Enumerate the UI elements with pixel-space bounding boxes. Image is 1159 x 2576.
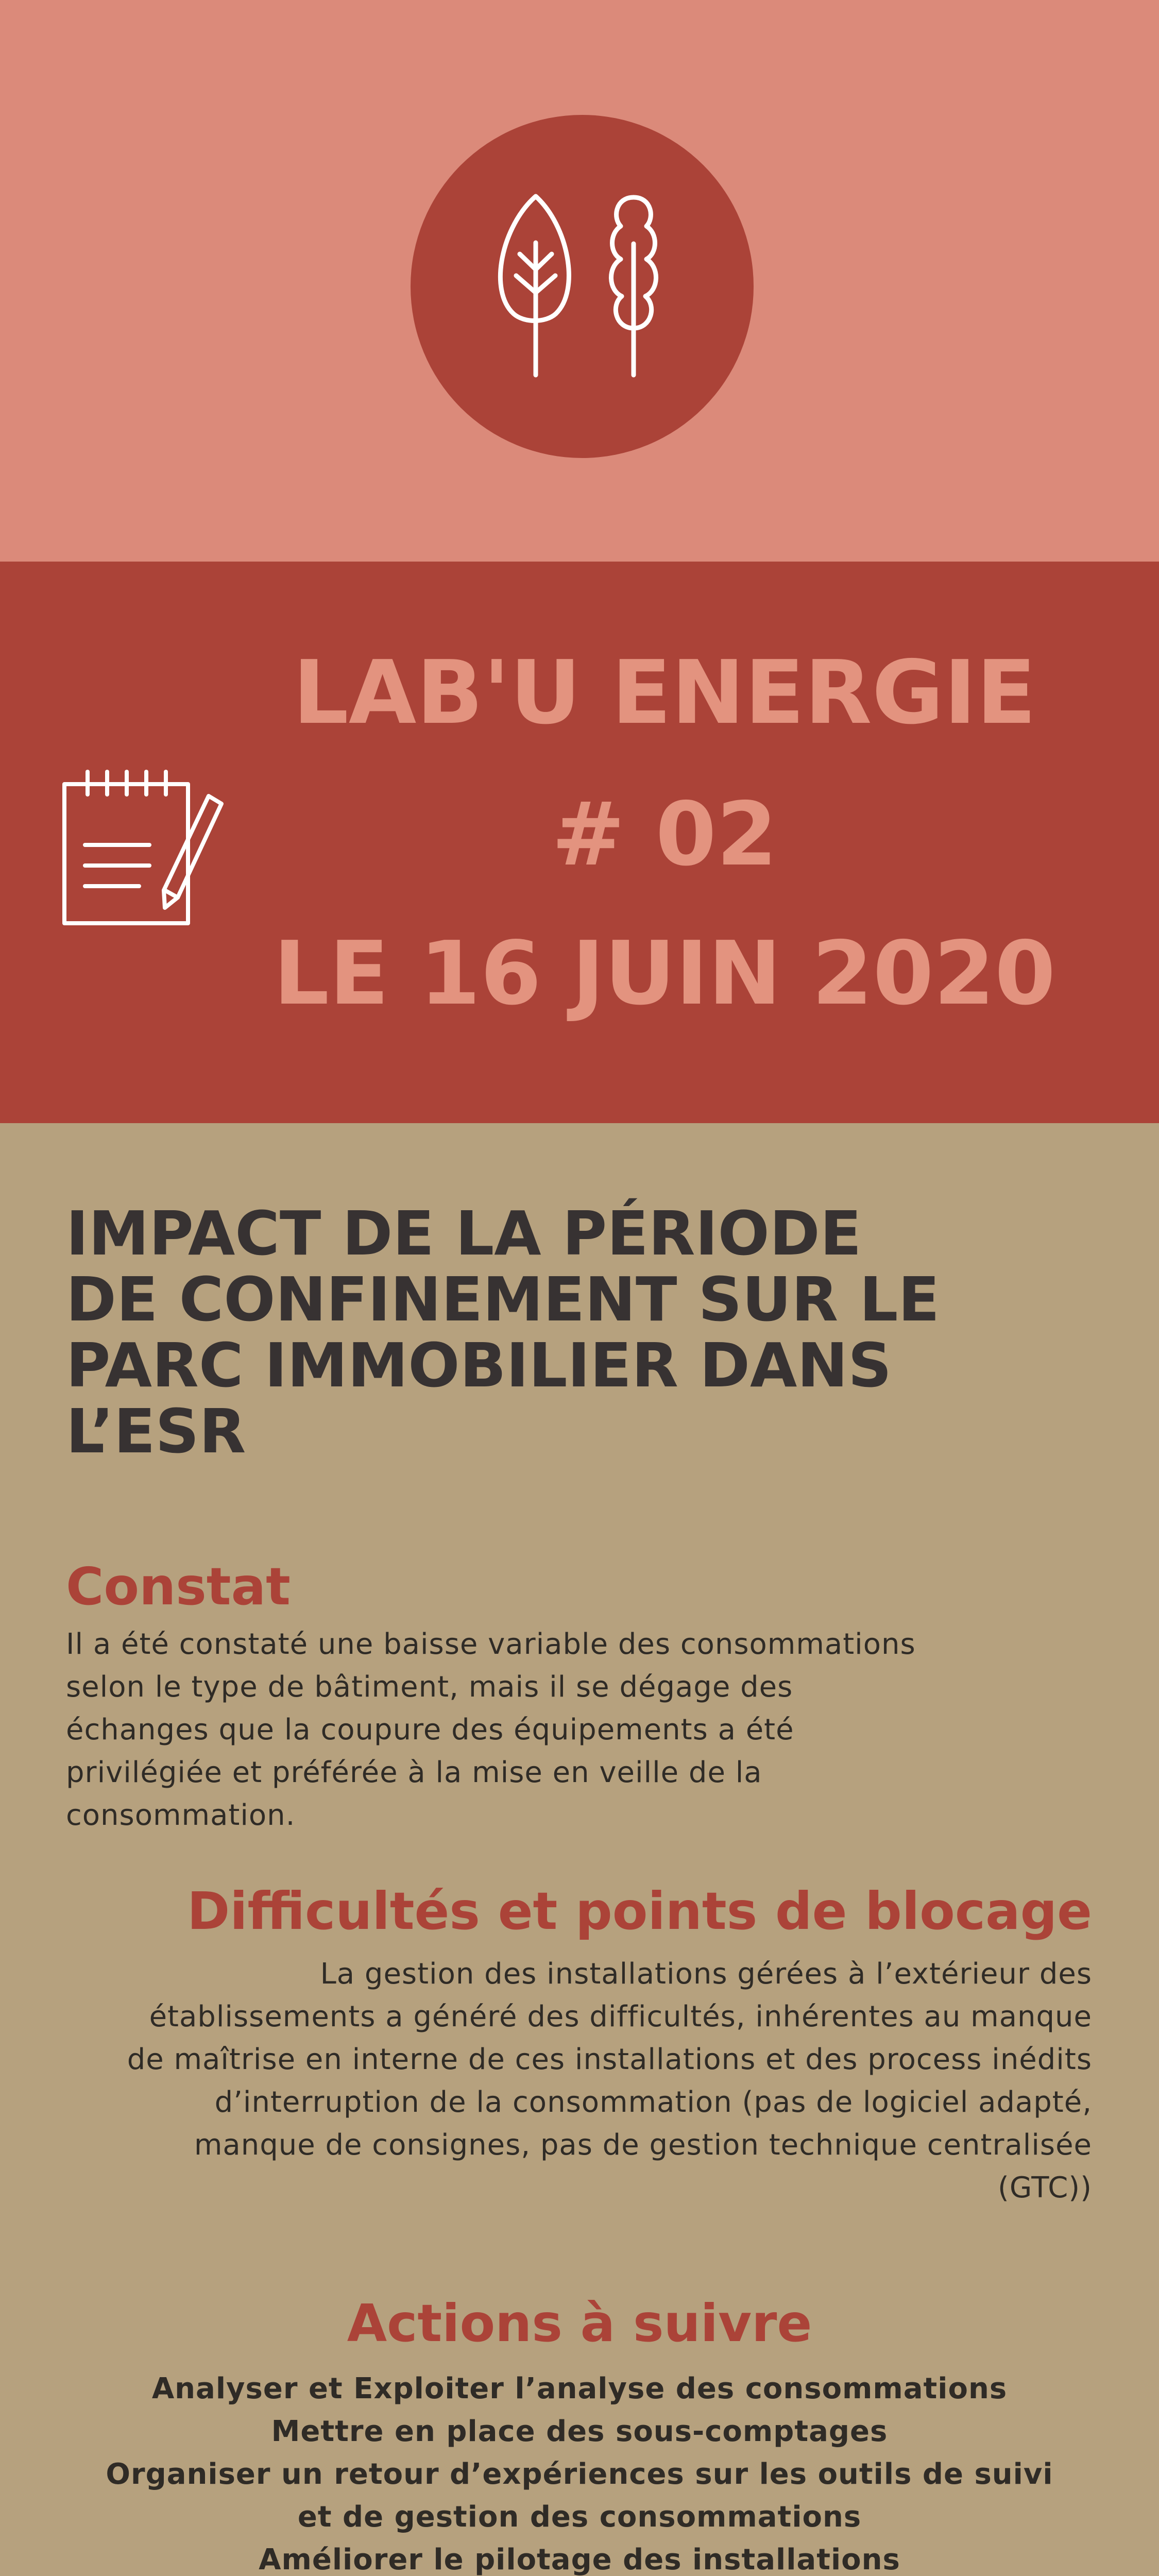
action-item: Analyser et Exploiter l’analyse des consommations	[151, 2372, 1008, 2405]
actions-heading: Actions à suivre	[347, 2293, 812, 2353]
event-date: LE 16 JUIN 2020	[273, 923, 1056, 1025]
headline	[66, 1198, 1101, 1467]
difficultes-heading: Difficultés et points de blocage	[187, 1881, 1092, 1941]
headline-line: PARC IMMOBILIER DANS	[66, 1330, 892, 1401]
event-number: # 02	[551, 784, 778, 886]
event-title: LAB'U ENERGIE	[293, 642, 1036, 744]
paragraph-line: Il a été constaté une baisse variable des consommations	[66, 1628, 916, 1661]
difficultes-paragraph	[127, 1953, 1092, 2209]
headline-line: L’ESR	[66, 1396, 246, 1467]
paragraph-line: manque de consignes, pas de gestion technique centralisée	[194, 2128, 1092, 2162]
trees-icon	[411, 115, 754, 458]
paragraph-line: (GTC))	[998, 2171, 1092, 2205]
headline-line: IMPACT DE LA PÉRIODE	[66, 1198, 862, 1269]
paragraph-line: selon le type de bâtiment, mais il se dégage des	[66, 1670, 793, 1704]
headline-line: DE CONFINEMENT SUR LE	[66, 1264, 940, 1335]
paragraph-line: consommation.	[66, 1799, 296, 1832]
paragraph-line: établissements a généré des difficultés, inhérentes au manque	[149, 2000, 1092, 2033]
paragraph-line: de maîtrise en interne de ces installations et des process inédits	[127, 2043, 1092, 2076]
constat-paragraph	[66, 1623, 916, 1837]
action-item: et de gestion des consommations	[297, 2500, 862, 2534]
paragraph-line: La gestion des installations gérées à l’extérieur des	[320, 1957, 1092, 1991]
paragraph-line: privilégiée et préférée à la mise en veille de la	[66, 1756, 762, 1789]
notepad-pencil-icon	[57, 768, 227, 940]
action-item: Organiser un retour d’expériences sur les outils de suivi	[106, 2458, 1053, 2491]
actions-list	[0, 2367, 1159, 2576]
action-item: Mettre en place des sous-comptages	[271, 2415, 888, 2448]
paragraph-line: d’interruption de la consommation (pas de logiciel adapté,	[214, 2086, 1092, 2119]
top-band	[0, 0, 1159, 562]
constat-heading: Constat	[66, 1556, 291, 1617]
action-item: Améliorer le pilotage des installations	[259, 2543, 900, 2576]
paragraph-line: échanges que la coupure des équipements a été	[66, 1713, 794, 1747]
